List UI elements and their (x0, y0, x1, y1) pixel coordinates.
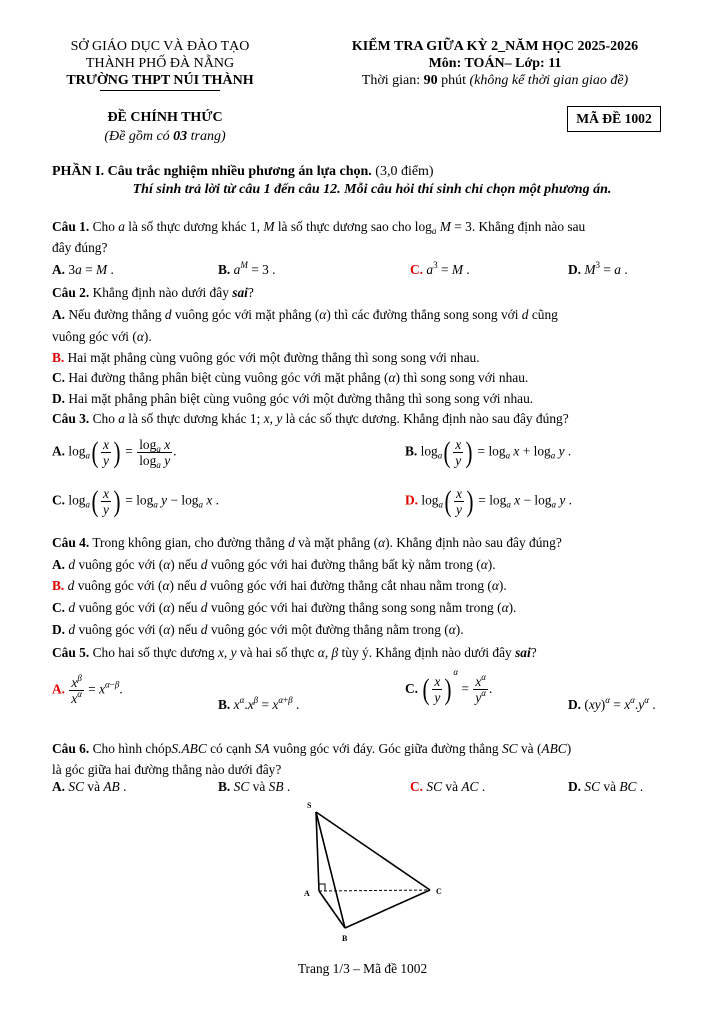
q6-stem-cont: là góc giữa hai đường thẳng nào dưới đây? (52, 762, 282, 777)
q3-option-b[interactable]: B. $\log_a$( $\frac{x}{y}$ ) = $\log_a x + \log_a y$ . (405, 435, 572, 469)
q2-stem: Câu 2. Khẳng định nào dưới đây sai? (52, 285, 254, 300)
q3-option-d[interactable]: D. $\log_a$( $\frac{x}{y}$ ) = $\log_a x - \log_a y$ . (405, 484, 572, 518)
q6-option-d[interactable]: D. SC và BC . (568, 779, 644, 794)
q1-option-d[interactable]: D. $M^3 = a$ . (568, 260, 628, 277)
page-count: (Đề gồm có 03 trang) (104, 129, 226, 144)
page-footer: Trang 1/3 – Mã đề 1002 (297, 961, 428, 976)
q1-option-b[interactable]: B. $a^M = 3$ . (218, 260, 276, 277)
label-a: A (304, 889, 310, 898)
city-name: THÀNH PHỐ ĐÀ NẴNG (85, 56, 235, 71)
school-underline (100, 90, 220, 91)
label-s: S (307, 801, 312, 810)
right-angle-mark (319, 884, 325, 891)
q4-option-d[interactable]: D. d vuông góc với (α) nếu d vuông góc với một đường thẳng nằm trong (α). (52, 622, 464, 637)
exam-title: KIỂM TRA GIỮA KỲ 2_NĂM HỌC 2025-2026 (351, 39, 639, 54)
time-line: Thời gian: 90 phút (không kể thời gian giao đề) (361, 73, 629, 88)
q5-option-c[interactable]: C. ( $\frac{x}{y}$ )$^\alpha$ = $\frac{x^\alpha}{y^\alpha}$ . (405, 667, 493, 706)
q3-option-c[interactable]: C. $\log_a$( $\frac{x}{y}$ ) = $\log_a y - \log_a x$ . (52, 484, 219, 518)
q5-option-a[interactable]: A. $\frac{x^\beta}{x^\alpha}$ = $x^{\alpha-\beta}$. (52, 673, 123, 706)
q6-option-b[interactable]: B. SC và SB . (218, 779, 291, 794)
edge-bc (345, 890, 430, 928)
q6-stem: Câu 6. Cho hình chópS.ABC có cạnh SA vuông góc với đáy. Góc giữa đường thẳng SC và (ABC) (52, 741, 572, 756)
q2-option-b[interactable]: B. Hai mặt phẳng cùng vuông góc với một đường thẳng thì song song với nhau. (52, 350, 480, 365)
q3-stem: Câu 3. Cho a là số thực dương khác 1; x, y là các số thực dương. Khẳng định nào sau đây đúng? (52, 411, 569, 426)
q6-option-a[interactable]: A. SC và AB . (52, 779, 127, 794)
q6-option-c[interactable]: C. SC và AC . (410, 779, 486, 794)
q2-option-a-cont: vuông góc với (α). (52, 329, 152, 344)
q2-option-a[interactable]: A. Nếu đường thẳng d vuông góc với mặt phẳng (α) thì các đường thẳng song song với d cũng (52, 307, 558, 322)
q2-option-c[interactable]: C. Hai đường thẳng phân biệt cùng vuông góc với mặt phẳng (α) thì song song với nhau. (52, 370, 529, 385)
official-label: ĐỀ CHÍNH THỨC (107, 110, 223, 125)
part1-instruction: Thí sinh trả lời từ câu 1 đến câu 12. Mỗi câu hỏi thí sinh chỉ chọn một phương án. (132, 182, 612, 197)
subject-line: Môn: TOÁN– Lớp: 11 (428, 56, 562, 71)
q2-option-d[interactable]: D. Hai mặt phẳng phân biệt cùng vuông góc với một đường thẳng thì song song với nhau. (52, 391, 534, 406)
q4-option-c[interactable]: C. d vuông góc với (α) nếu d vuông góc với hai đường thẳng song song nằm trong (α). (52, 600, 517, 615)
label-c: C (436, 887, 442, 896)
q5-stem: Câu 5. Cho hai số thực dương x, y và hai số thực α, β tùy ý. Khẳng định nào dưới đây sai? (52, 645, 537, 660)
q4-stem: Câu 4. Trong không gian, cho đường thẳng d và mặt phẳng (α). Khẳng định nào sau đây đúng? (52, 535, 562, 550)
dept-name: SỞ GIÁO DỤC VÀ ĐÀO TẠO (70, 39, 250, 54)
q1-option-a[interactable]: A. 3a = M . (52, 262, 114, 277)
q4-option-a[interactable]: A. d vuông góc với (α) nếu d vuông góc với hai đường thẳng bất kỳ nằm trong (α). (52, 557, 496, 572)
label-b: B (342, 934, 348, 943)
q1-stem: Câu 1. Cho a là số thực dương khác 1, M là số thực dương sao cho $\log_a M = 3$. Khẳng định nào sau (52, 219, 586, 236)
q1-option-c[interactable]: C. $a^3 = M$ . (410, 260, 470, 277)
q5-option-d[interactable]: D. $(xy)^\alpha = x^\alpha.y^\alpha$ . (568, 695, 656, 712)
q1-stem-cont: đây đúng? (52, 240, 108, 255)
part1-heading: PHẦN I. Câu trắc nghiệm nhiều phương án lựa chọn. (3,0 điểm) (52, 164, 434, 179)
pyramid-figure (290, 795, 460, 945)
school-name: TRƯỜNG THPT NÚI THÀNH (66, 73, 254, 88)
q5-option-b[interactable]: B. $x^\alpha.x^\beta = x^{\alpha+\beta}$ . (218, 695, 300, 712)
q4-option-b[interactable]: B. d vuông góc với (α) nếu d vuông góc với hai đường thẳng cắt nhau nằm trong (α). (52, 578, 507, 593)
q3-option-a[interactable]: A. $\log_a$( $\frac{x}{y}$ ) = $\frac{\log_a x}{\log_a y}$ . (52, 435, 177, 470)
exam-code-box: MÃ ĐỀ 1002 (567, 106, 661, 132)
